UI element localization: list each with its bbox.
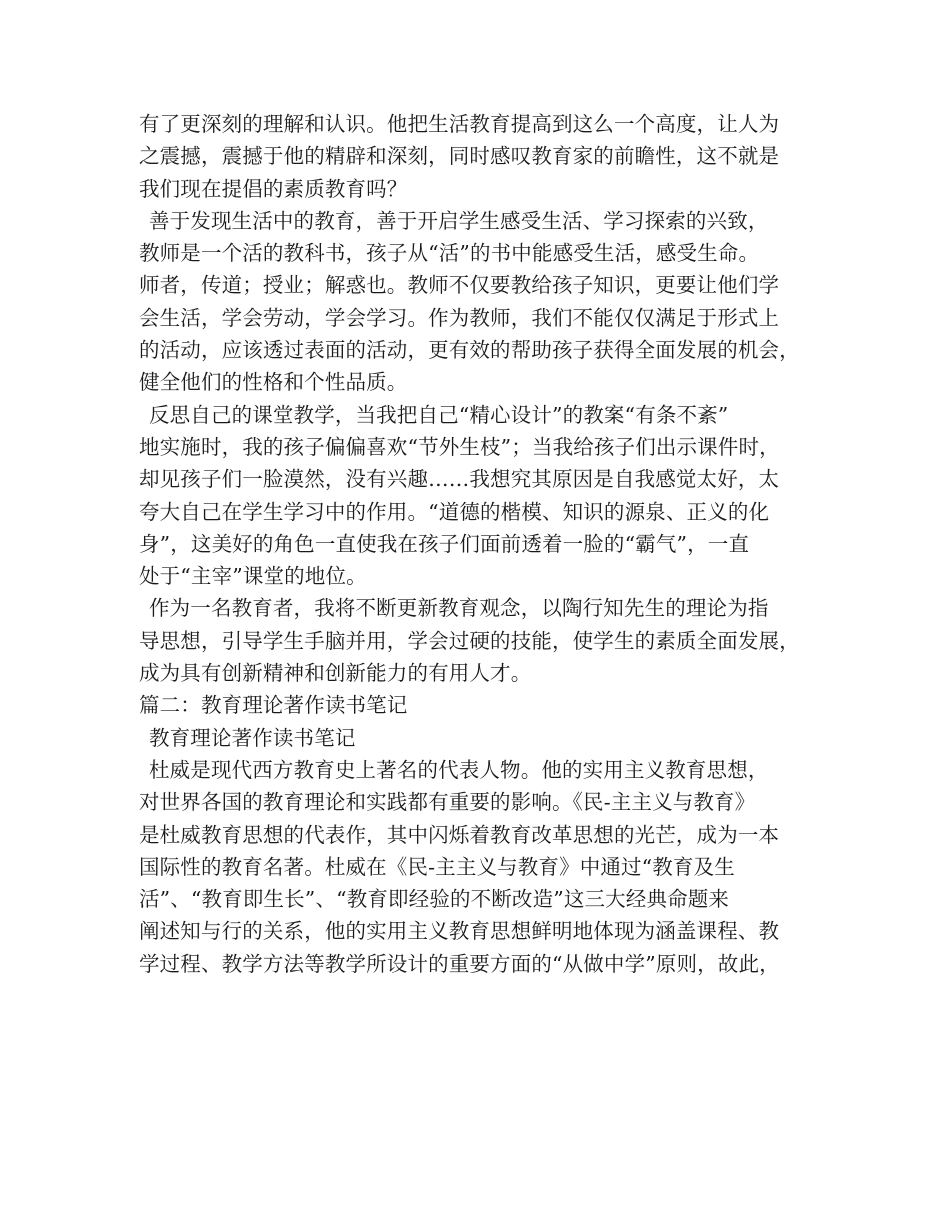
text-line: 国际性的教育名著。杜威在《民-主主义与教育》中通过“教育及生 (139, 854, 735, 879)
text-line: 有了更深刻的理解和认识。他把生活教育提高到这么一个高度，让人为 (139, 112, 780, 136)
text-line: 处于“主宰”课堂的地位。 (139, 564, 367, 589)
text-line: 我们现在提倡的素质教育吗？ (139, 176, 408, 201)
text-line: 会生活，学会劳动，学会学习。作为教师，我们不能仅仅满足于形式上 (139, 305, 780, 330)
text-line: 健全他们的性格和个性品质。 (139, 370, 408, 395)
text-line: 是杜威教育思想的代表作，其中闪烁着教育改革思想的光芒，成为一本 (139, 822, 780, 847)
text-line: 对世界各国的教育理论和实践都有重要的影响。《民-主主义与教育》 (139, 790, 756, 815)
text-line: 师者，传道；授业；解惑也。教师不仅要教给孩子知识，更要让他们学 (139, 273, 780, 298)
paragraph-start-line: 善于发现生活中的教育，善于开启学生感受生活、学习探索的兴致， (149, 208, 769, 233)
section-heading: 篇二：教育理论著作读书笔记 (139, 693, 408, 718)
paragraph-start-line: 反思自己的课堂教学，当我把自己“精心设计”的教案“有条不紊” (149, 402, 729, 427)
text-line: 地实施时，我的孩子偏偏喜欢“节外生枝”；当我给孩子们出示课件时， (139, 434, 780, 459)
text-line: 导思想，引导学生手脑并用，学会过硬的技能，使学生的素质全面发展， (139, 628, 800, 653)
paragraph-start-line: 杜威是现代西方教育史上著名的代表人物。他的实用主义教育思想， (149, 757, 769, 782)
paragraph-start-line: 作为一名教育者，我将不断更新教育观念，以陶行知先生的理论为指 (149, 596, 769, 621)
text-line: 的活动，应该透过表面的活动，更有效的帮助孩子获得全面发展的机会， (139, 338, 800, 363)
text-line: 活”、“教育即生长”、“教育即经验的不断改造”这三大经典命题来 (139, 887, 730, 912)
section-subtitle: 教育理论著作读书笔记 (149, 725, 356, 750)
document-body (139, 108, 839, 980)
text-line: 成为具有创新精神和创新能力的有用人才。 (139, 661, 532, 686)
text-line: 夸大自己在学生学习中的作用。“道德的楷模、知识的源泉、正义的化 (139, 499, 770, 524)
text-line: 教师是一个活的教科书，孩子从“活”的书中能感受生活，感受生命。 (139, 241, 760, 266)
text-line: 学过程、教学方法等教学所设计的重要方面的“从做中学”原则，故此， (139, 951, 780, 976)
text-line: 却见孩子们一脸漠然，没有兴趣……我想究其原因是自我感觉太好，太 (139, 467, 780, 492)
text-line: 之震撼，震撼于他的精辟和深刻，同时感叹教育家的前瞻性，这不就是 (139, 144, 780, 169)
text-line: 身”，这美好的角色一直使我在孩子们面前透着一脸的“霸气”，一直 (139, 531, 750, 556)
text-line: 阐述知与行的关系，他的实用主义教育思想鲜明地体现为涵盖课程、教 (139, 919, 780, 944)
